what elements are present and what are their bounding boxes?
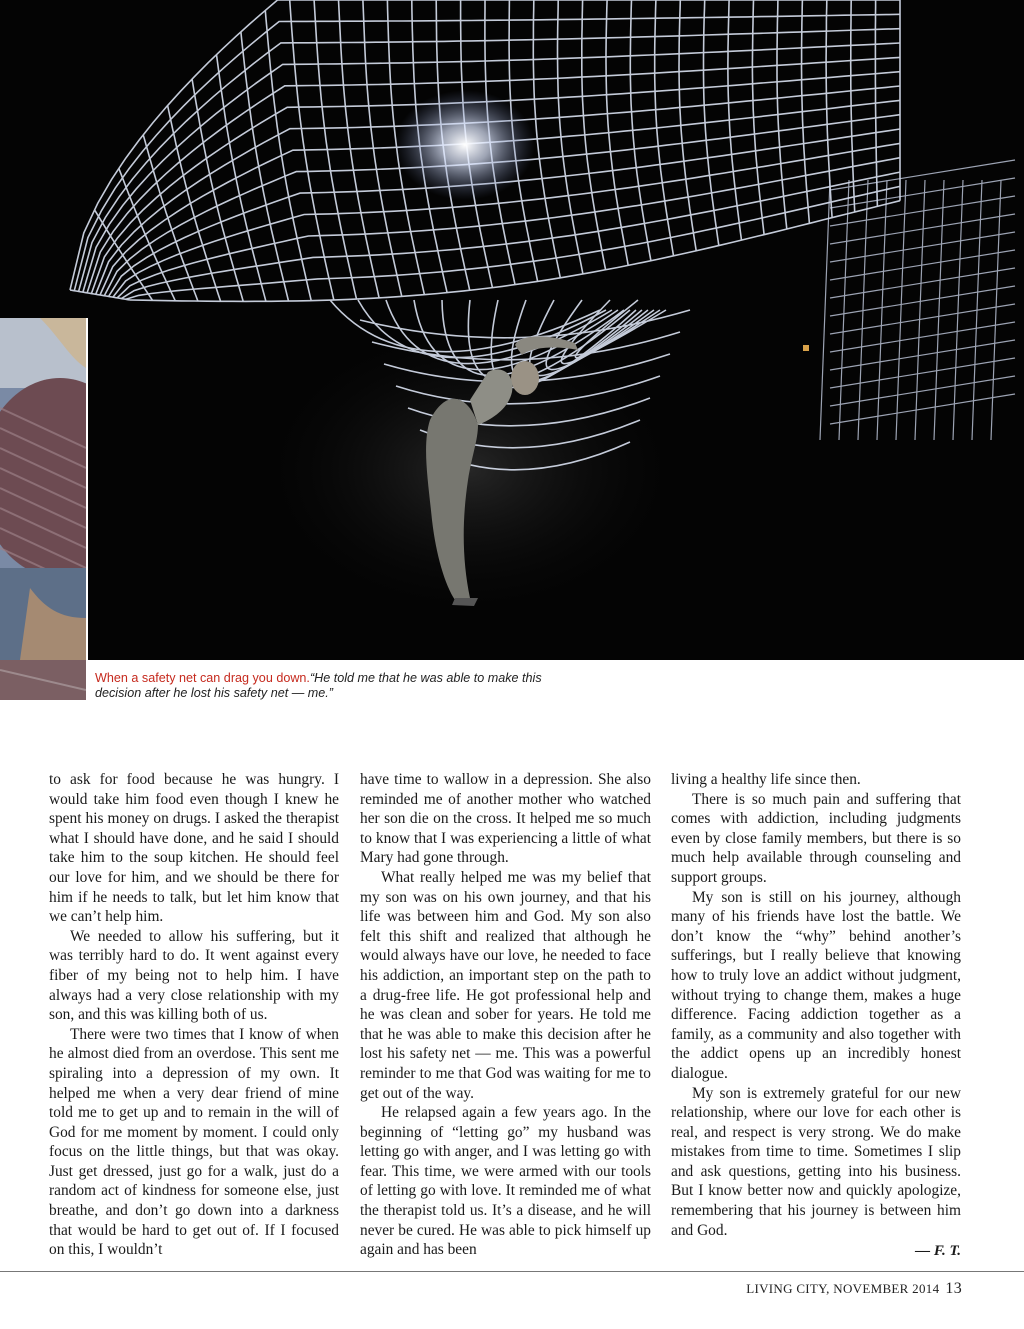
paragraph: My son is extremely grateful for our new relationship, where our love for each other is real, and respect is very strong. We do make mistakes from time to time. Sometimes I slip and ask questions, getting into his business. But I know better now and quickly apologize, remembering that his journey is between him and God. [671,1084,961,1239]
paragraph: He relapsed again a few years ago. In the beginning of “letting go” my husband was letting go with anger, and I was letting go with fear. This time, we were armed with our tools of letting go with love. It reminded me of what the therapist told us. It’s a disease, and he will never be cured. He was able to pick himself up again and has been [360,1104,651,1259]
inset-photo-bottom [0,660,86,700]
photo-caption [95,671,565,701]
stage-light [395,90,535,200]
article-column-3 [671,770,961,1262]
paragraph: There were two times that I know of when he almost died from an overdose. This sent me spiraling into a depression of my own. It helped me when a very dear friend of mine told me to get up and to remain in the will of God for me moment by moment. I could only focus on the little things, but that was okay. Just get dressed, just go for a walk, just do a random act of kindness for someone else, just breathe, and don’t go down into a darkness that would be hard to get out of. If I focused on this, I wouldn’t [49,1025,339,1259]
author-signature: — F. T. [915,1243,961,1260]
paragraph: have time to wallow in a depression. She also reminded me of another mother who watched her son die on the cross. It helped me so much to know that I was experiencing a little of what Mary had gone through. [360,771,651,867]
paragraph: to ask for food because he was hungry. I would take him food even though I knew he spent his money on drugs. I asked the therapist what I should have done, and he said I should take him to the soup kitchen. He should feel our love for him, and we should be there for him if he needs to talk, but let him know that we can’t help him. [49,771,339,926]
net-installation-illustration [0,0,1024,660]
page-footer [746,1280,962,1298]
page-number: 13 [945,1280,962,1297]
paragraph: We needed to allow his suffering, but it was terribly hard to do. It went against every fiber of my being not to help him. I have always had a very close relationship with my son, and this was killing both of us. [49,927,339,1024]
paragraph: There is so much pain and suffering that comes with addiction, including judgments even by close family members, but there is so much help available through counseling and support groups. [671,790,961,886]
distant-light [803,345,809,351]
paragraph: What really helped me was my belief that my son was on his own journey, and that his life was between him and God. My son also felt this shift and realized that although he would always have our love, he needed to face his addiction, an important step on the path to a drug-free life. He got professional help and he was clean and sober for years. He told me that he was able to make this decision after he lost his safety net — me. This was a powerful reminder to me that God was waiting for me to get out of the way. [360,868,651,1102]
caption-text: “He told me that he was able to make this decision after he lost his safety net — me.” [95,671,542,700]
article-column-2 [360,770,651,1260]
footer-rule [0,1271,1024,1272]
paragraph: My son is still on his journey, although many of his friends have lost the battle. We don’t know the “why” behind another’s sufferings, but I really believe that knowing how to truly love an addict without judgment, without trying to change them, makes a huge difference. Facing addiction together as a family, as a community and also together with the addict opens up an incredibly honest dialogue. [671,888,961,1082]
feature-photo [0,0,1024,660]
publication-name: LIVING CITY, NOVEMBER 2014 [746,1281,940,1296]
article-column-1 [49,770,339,1260]
caption-title: When a safety net can drag you down. [95,671,310,685]
paragraph: living a healthy life since then. [671,771,861,788]
inset-photo [0,318,88,660]
